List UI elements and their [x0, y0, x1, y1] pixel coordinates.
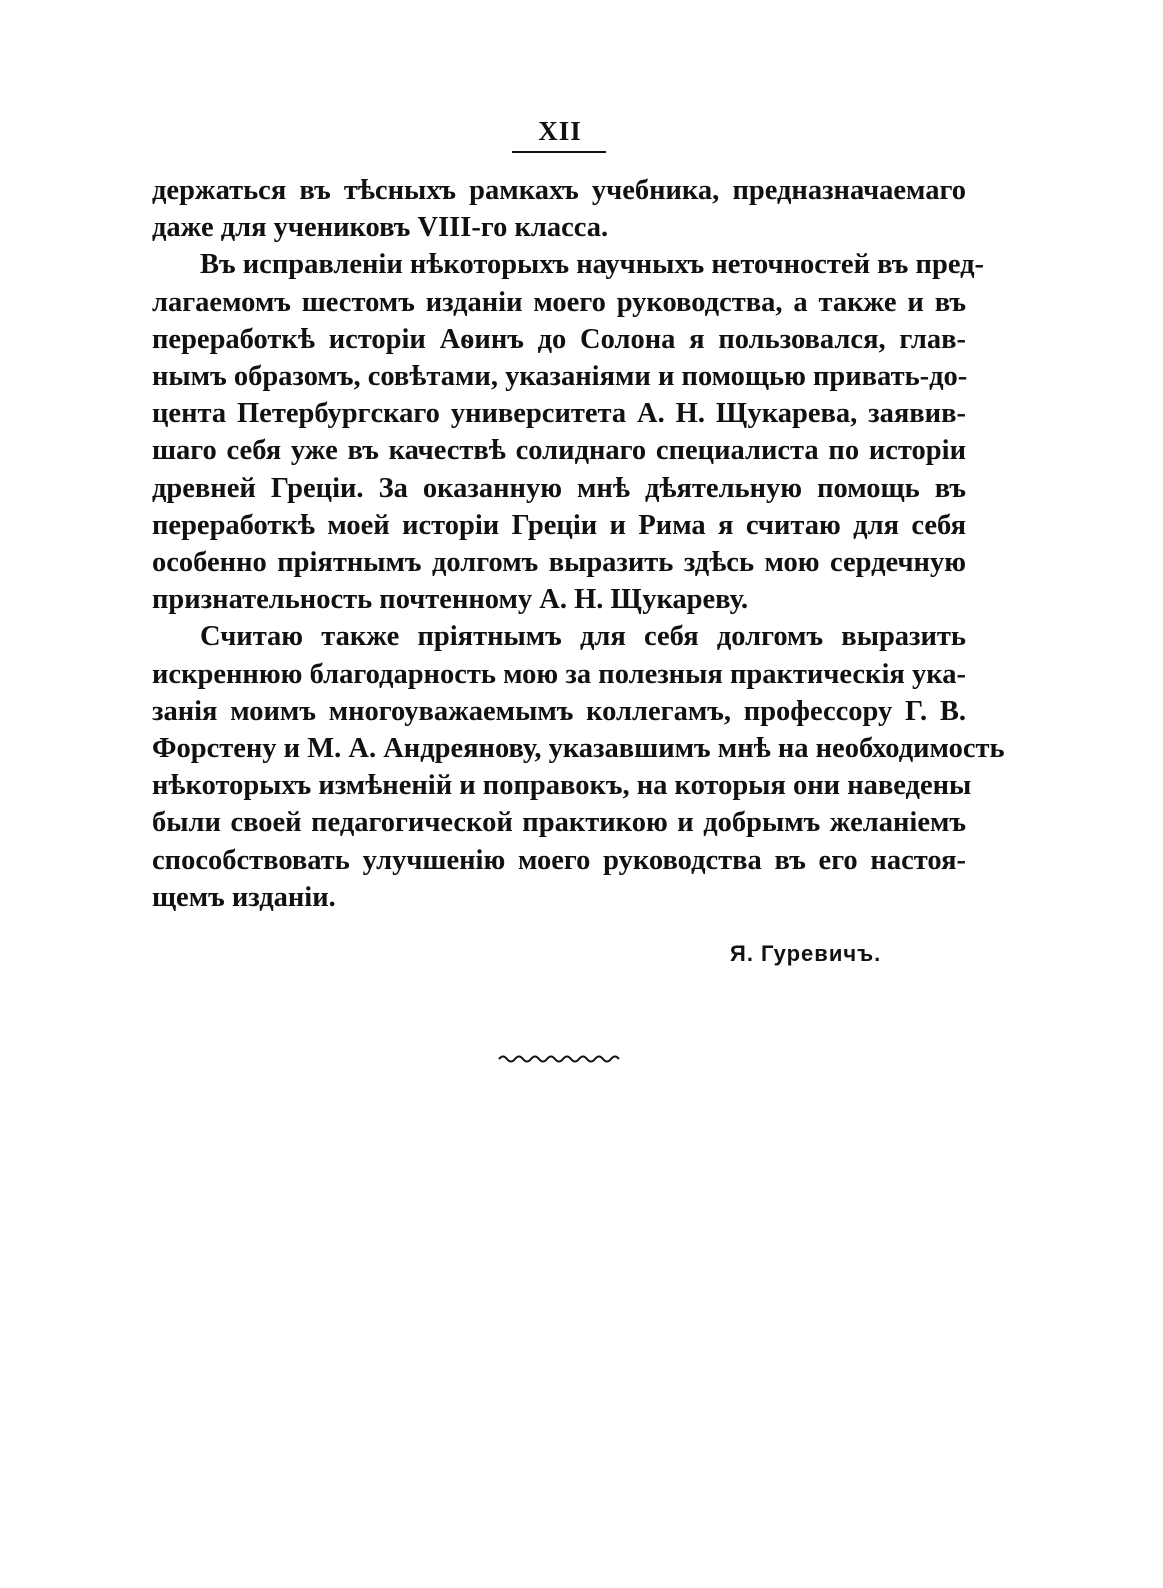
- text-line: Считаю также пріятнымъ для себя долгомъ выразить: [200, 621, 966, 653]
- text-line: щемъ изданіи.: [152, 881, 336, 913]
- text-line: нымъ образомъ, совѣтами, указаніями и помощью привать-до-: [152, 361, 968, 393]
- text-line: искреннюю благодарность мою за полезныя практическія ука-: [152, 658, 966, 690]
- text-line: переработкѣ моей исторіи Греціи и Рима я считаю для себя: [152, 509, 966, 541]
- text-line: даже для учениковъ VIII-го класса.: [152, 212, 609, 244]
- text-line: Въ исправленіи нѣкоторыхъ научныхъ неточностей въ пред-: [200, 249, 985, 281]
- text-line: переработкѣ исторіи Аѳинъ до Солона я пользовался, глав-: [152, 323, 966, 355]
- text-line: способствовать улучшенію моего руководства въ его настоя-: [152, 844, 966, 876]
- body-text: [152, 172, 1005, 916]
- page-number: XII: [538, 116, 582, 146]
- text-line: нѣкоторыхъ измѣненій и поправокъ, на которыя они наведены: [152, 770, 972, 802]
- text-line: лагаемомъ шестомъ изданіи моего руководства, а также и въ: [152, 286, 966, 318]
- wavy-line-ornament-icon: [497, 1050, 621, 1064]
- text-line: признательность почтенному А. Н. Щукареву.: [152, 584, 749, 616]
- header-rule: [512, 151, 606, 153]
- text-line: цента Петербургскаго университета А. Н. Щукарева, заявив-: [152, 398, 966, 430]
- author-signature: Я. Гуревичъ.: [730, 941, 882, 966]
- text-line: древней Греціи. За оказанную мнѣ дѣятельную помощь въ: [152, 472, 966, 504]
- text-line: шаго себя уже въ качествѣ солиднаго специалиста по исторіи: [152, 435, 966, 467]
- text-line: особенно пріятнымъ долгомъ выразить здѣсь мою сердечную: [152, 547, 966, 579]
- text-line: Форстену и М. А. Андреянову, указавшимъ мнѣ на необходимость: [152, 733, 1005, 765]
- text-line: были своей педагогической практикою и добрымъ желаніемъ: [152, 807, 966, 839]
- text-line: занія моимъ многоуважаемымъ коллегамъ, профессору Г. В.: [152, 695, 966, 727]
- text-line: держаться въ тѣсныхъ рамкахъ учебника, предназначаемаго: [152, 175, 966, 206]
